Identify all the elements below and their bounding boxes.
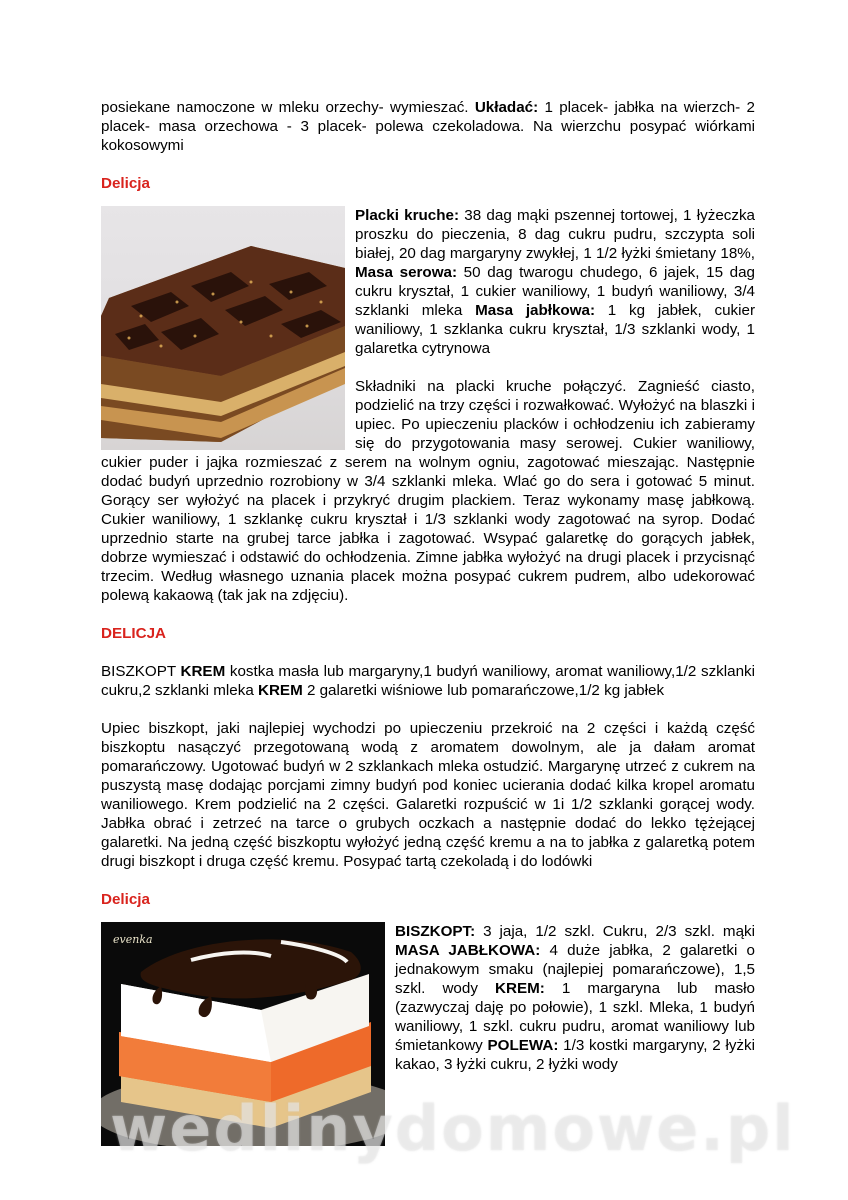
recipe1-title: Delicja [101,175,150,192]
recipe2-title: DELICJA [101,625,166,642]
photo-signature: evenka [113,933,153,946]
recipe3-ingredients: BISZKOPT: 3 jaja, 1/2 szkl. Cukru, 2/3 szkl. mąki MASA JABŁKOWA: 4 duże jabłka, 2 galaretki o jednakowym smaku (najlepiej pomarańczowe), 1,5 szkl. wody KREM: 1 margaryna lub masło (zazwyczaj daję po połowie), 1 szkl. Mleka, 1 budyń waniliowy, 1 szkl. cukru pudru, aromat waniliowy lub śmietankowy POLEWA: 1/3 kostki margaryny, 2 łyżki kakao, 3 łyżki cukru, 2 łyżki wody [395,923,755,1073]
dessert-slice-illustration [101,922,385,1146]
recipe1-method: Składniki na placki kruche połączyć. Zagnieść ciasto, podzielić na trzy części i rozwałkować. Wyłożyć na blaszki i upiec. Po upieczeniu placków i ochłodzeniu ich zabieramy się do przygotowania masy serowej. Cukier waniliowy, cukier puder i jajka rozmieszać z serem na wolnym ogniu, zagotować mieszając. Następnie dodać budyń uprzednio rozrobiony w 3/4 szklanki mleka. Wlać go do sera i gotować 5 minut. Gorący ser wyłożyć na placek i przykryć drugim plackiem. Teraz wykonamy masę jabłkową. Cukier waniliowy, 1 szklankę cukru kryształ i 1/3 szklanki wody zagotować na syrop. Dodać uprzednio starte na grubej tarce jabłka i zagotować. Wsypać galaretkę do gorących jabłek, dobrze wymieszać i odstawić do ochłodzenia. Zimne jabłka wyłożyć na drugi placek i przycisnąć trzecim. Według własnego uznania placek można posypać cukrem pudrem, albo udekorować polewą kakaową (tak jak na zdjęciu). [101,378,755,604]
intro-bold: Układać: [474,99,539,116]
delicja-dessert-photo [101,922,385,1146]
intro-paragraph [101,98,755,155]
intro-text-2: 1 placek- jabłka na wierzch- 2 placek- masa orzechowa - 3 placek- polewa czekoladowa. Na wierzchu posypać wiórkami kokosowymi [101,99,755,154]
document-page [101,98,755,1150]
watermark: wedlinydomowe.pl [110,1092,796,1165]
intro-text-1: posiekane namoczone w mleku orzechy- wymieszać. [101,99,475,116]
cake-slice-illustration [101,206,345,450]
delicja-cake-photo [101,206,345,450]
recipe3-title: Delicja [101,891,150,908]
recipe2-ingredients: BISZKOPT KREM kostka masła lub margaryny,1 budyń waniliowy, aromat waniliowy,1/2 szklanki cukru,2 szklanki mleka KREM 2 galaretki wiśniowe lub pomarańczowe,1/2 kg jabłek [101,663,755,699]
recipe2-method: Upiec biszkopt, jaki najlepiej wychodzi po upieczeniu przekroić na 2 części i każdą część biszkoptu nasączyć przegotowaną wodą z aromatem dowolnym, ale ja dałam aromat pomarańczowy. Ugotować budyń w 2 szklankach mleka ostudzić. Margarynę utrzeć z cukrem na puszystą masę dodając porcjami zimny budyń pod koniec ucierania dodać kilka kropel aromatu waniliowego. Krem podzielić na 2 części. Galaretki rozpuścić w 1i 1/2 szklanki gorącej wody. Jabłka obrać i zetrzeć na tarce o grubych oczkach a następnie dodać do lekko tężejącej galaretki. Na jedną część biszkoptu wyłożyć jedną część kremu a na to jabłka z galaretką potem drugi biszkopt i druga część kremu. Posypać tartą czekoladą i do lodówki [101,720,755,870]
recipe1-ingredients: Placki kruche: 38 dag mąki pszennej tortowej, 1 łyżeczka proszku do pieczenia, 8 dag cukru pudru, szczypta soli białej, 20 dag margaryny zwykłej, 1 1/2 łyżki śmietany 18%, Masa serowa: 50 dag twarogu chudego, 6 jajek, 15 dag cukru kryształ, 1 cukier waniliowy, 1 budyń waniliowy, 3/4 szklanki mleka Masa jabłkowa: 1 kg jabłek, cukier waniliowy, 1 szklanka cukru kryształ, 1/3 szklanki wody, 1 galaretka cytrynowa [355,207,755,357]
